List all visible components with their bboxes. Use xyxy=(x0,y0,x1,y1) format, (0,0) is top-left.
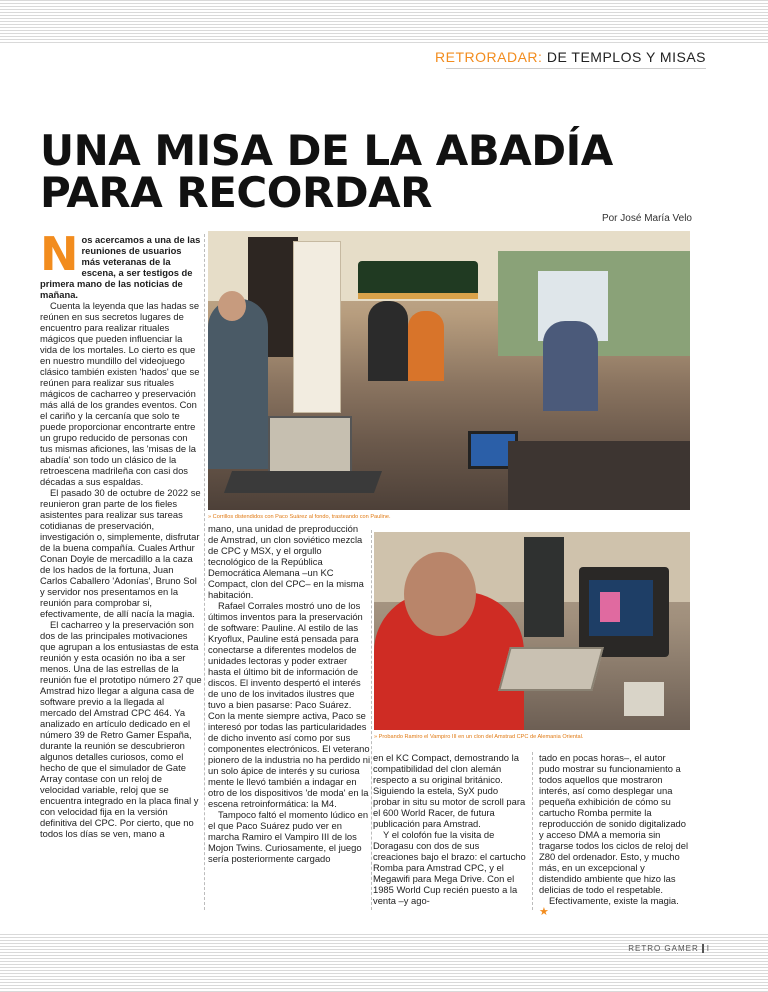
photo-cabinet xyxy=(293,241,341,413)
photo-person-head xyxy=(404,552,476,636)
photo-disk-drive xyxy=(624,682,664,716)
photo-screen-sprite xyxy=(600,592,620,622)
title-line-2: PARA RECORDAR xyxy=(40,168,433,217)
title-line-1: UNA MISA DE LA ABADÍA xyxy=(40,126,613,175)
column-rule xyxy=(371,530,372,910)
photo-person-back xyxy=(368,301,408,381)
header-divider xyxy=(446,68,706,69)
body-paragraph: El cacharreo y la preservación son dos de las principales motivaciones que agrupan a los entusiastas de esta reunión y esta ocasión no iba a ser menos. Una de las estrellas de la reunión fue el prototipo número 27 que Amstrad hizo llegar a alguna casa de software previo a la llegada al mercado del Amstrad CPC 464. Ya analizado en artículo dedicado en el número 39 de Retro Gamer España, durante la reunión se descubrieron algunos detalles curiosos, como el hecho de que el simulador de Gate Array contase con un reloj de velocidad variable, reloj que se encuentra integrado en la placa final y con velocidad fija en la versión definitiva del CPC. Por cierto, que no todos los días se ven, mano a xyxy=(40,619,202,839)
photo-screen xyxy=(589,580,653,636)
photo-group-meeting xyxy=(208,231,690,510)
photo-person-left xyxy=(208,299,268,469)
photo-person-standing xyxy=(524,537,564,637)
photo-person-head xyxy=(218,291,246,321)
photo1-caption: » Corrillos distendidos con Paco Suárez al fondo, trasteando con Pauline. xyxy=(208,514,391,520)
article-column-3 xyxy=(373,752,527,906)
photo-keyboard xyxy=(498,647,604,691)
body-paragraph: Cuenta la leyenda que las hadas se reúnen en sus secretos lugares de encuentro para realizar rituales mágicos que pueden influenciar la vida de los mortales. Lo cierto es que en nuestro mundillo del videojuego clásico también existen 'hados' que se reúnen para realizar sus rituales mágicos de cacharreo y preservación más allá de los grandes eventos. Con el cariño y la cercanía que solo te puede proporcionar encontrarte entre un grupo reducido de personas con tus mismas aficiones, las 'misas de la abadía' son todo un clásico de la retroescena madrileña con casi dos décadas a sus espaldas. xyxy=(40,300,200,487)
body-paragraph: Y el colofón fue la visita de Doragasu con dos de sus creaciones bajo el brazo: el cartucho Romba para Amstrad CPC, y el Megawifi para Mega Drive. Con el 1985 World Cup recién puesto a la venta –y ago- xyxy=(373,829,526,906)
column-rule xyxy=(204,234,205,910)
photo-keyboard xyxy=(224,471,382,493)
body-paragraph: en el KC Compact, demostrando la compatibilidad del clon alemán respecto a su original británico. Siguiendo la estela, SyX pudo probar in situ su motor de scroll para el 600 World Racer, de futura publicación para Amstrad. xyxy=(373,752,526,829)
article-title xyxy=(40,126,613,217)
section-topic: DE TEMPLOS Y MISAS xyxy=(546,49,706,65)
photo2-caption: » Probando Ramiro el Vampiro III en un clon del Amstrad CPC de Alemania Oriental. xyxy=(374,734,584,740)
footer-magazine: RETRO GAMER xyxy=(628,944,699,953)
body-paragraph: mano, una unidad de preproducción de Amstrad, un clon soviético mezcla de CPC y MSX, y el orgullo tecnológico de la República Democrática Alemana –un KC Compact, clon del CPC– en la misma habitación. xyxy=(208,523,364,600)
lead-text: os acercamos a una de las reuniones de usuarios más veteranas de la escena, a ser testigos de primera mano de las noticias de mañana. xyxy=(40,234,201,300)
body-paragraph: Tampoco faltó el momento lúdico en el que Paco Suárez pudo ver en marcha Ramiro el Vampiro III de los Mojon Twins. Curiosamente, el juego sería posteriormente cargado xyxy=(208,809,369,864)
column-rule xyxy=(532,752,533,910)
bottom-stripe-band xyxy=(0,934,768,992)
section-header xyxy=(435,49,706,65)
photo-person-plaid xyxy=(543,321,598,411)
page-footer xyxy=(628,944,710,953)
photo-foreground-heads xyxy=(508,441,690,510)
footer-page-number: I xyxy=(706,944,710,953)
end-star-icon: ★ xyxy=(539,906,549,918)
section-brand: RETRORADAR: xyxy=(435,49,543,65)
photo-lamp xyxy=(358,261,478,299)
byline: Por José María Velo xyxy=(601,213,692,224)
body-paragraph: tado en pocas horas–, el autor pudo mostrar su funcionamiento a todos aquellos que mostraron interés, así como desplegar una pequeña exhibición de cómo su cartucho Romba permite la reproducción de sonido digitalizado y acceso DMA a memoria sin tragarse todos los ciclos de reloj del Z80 del ordenador. Esto, y mucho más, en un excepcional y distendido ambiente que hizo las delicias de todo el respetable. xyxy=(539,752,689,895)
footer-separator xyxy=(702,944,704,953)
top-stripe-band xyxy=(0,0,768,44)
photo-person-orange xyxy=(408,311,444,381)
photo-kc-compact xyxy=(374,532,690,730)
closing-paragraph xyxy=(539,895,689,918)
dropcap: N xyxy=(40,227,79,281)
body-paragraph: El pasado 30 de octubre de 2022 se reunieron gran parte de los fieles asistentes para realizar sus tareas cotidianas de preservación, investigación o, simplemente, disfrutar de la buena compañía. Cuales Arthur Conan Doyle de mercadillo a la caza de los hados de la fortuna, Juan Carlos Caballero 'Adonías', Bruno Sol y servidor nos presentamos en la reunión para comprobar si, efectivamente, de allí nacía la magia. xyxy=(40,487,201,619)
article-column-1 xyxy=(40,227,202,839)
closing-text: Efectivamente, existe la magia. xyxy=(549,895,679,906)
lead-paragraph xyxy=(40,227,202,300)
body-paragraph: Rafael Corrales mostró uno de los últimos inventos para la preservación de software: Pauline. Al estilo de las Kryoflux, Pauline está pensada para conectarse a diferentes modelos de unidades lectoras y poder extraer hasta el último bit de información de discos. El invento despertó el interés de uno de los invitados ilustres que tuvo a bien pasarse: Paco Suárez. Con la mente siempre activa, Paco se interesó por todas las particularidades de dicho invento así como por sus componentes electrónicos. El veterano pionero de la industria no ha perdido ni un solo ápice de interés y su curiosa mente le llevó también a indagar en otro de los dispositivos 'de moda' en la escena retroinformática: la M4. xyxy=(208,600,371,809)
article-column-2 xyxy=(208,523,371,864)
article-column-4 xyxy=(539,752,689,918)
